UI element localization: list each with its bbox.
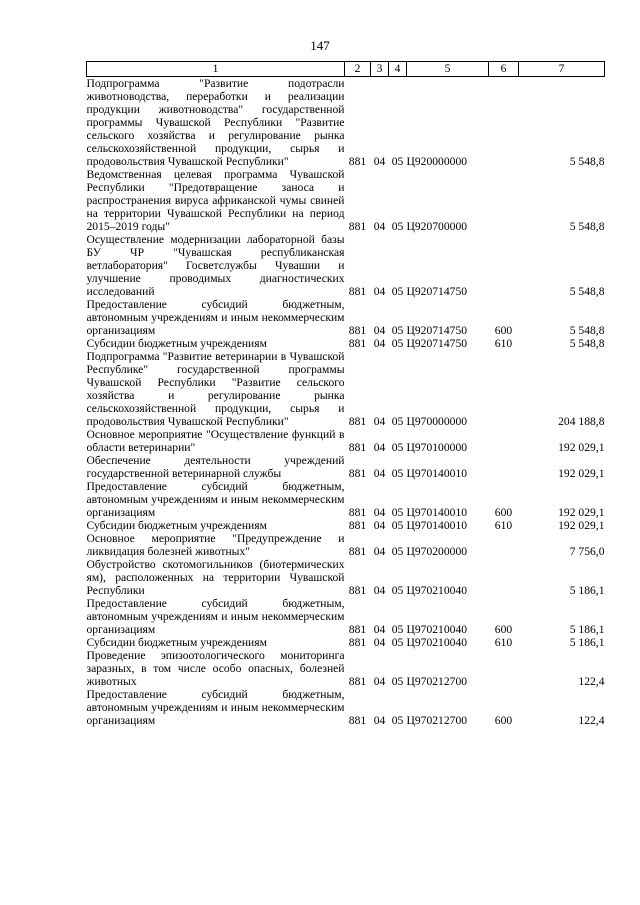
- table-row: [87, 454, 605, 480]
- subsection-code: 05: [391, 285, 404, 298]
- section-code: 04: [373, 623, 386, 636]
- amount: 192 029,1: [558, 506, 605, 519]
- target-article-code: Ц970140010: [406, 506, 468, 519]
- admin-code: 881: [348, 519, 367, 532]
- expense-type-code: [489, 428, 519, 454]
- row-title: Основное мероприятие "Осуществление функций в области ветеринарии": [86, 428, 345, 454]
- section-code: 04: [373, 519, 386, 532]
- admin-code: 881: [348, 584, 367, 597]
- table-row: [87, 233, 605, 298]
- expense-type-code: [489, 649, 519, 688]
- admin-code: 881: [348, 467, 367, 480]
- target-article-code: Ц920700000: [406, 220, 468, 233]
- amount: 5 186,1: [569, 623, 605, 636]
- row-title: Субсидии бюджетным учреждениям: [86, 519, 267, 532]
- expense-type-code: [489, 168, 519, 233]
- subsection-code: 05: [391, 324, 404, 337]
- section-code: 04: [373, 506, 386, 519]
- amount: 5 548,8: [569, 155, 605, 168]
- section-code: 04: [373, 337, 386, 350]
- expense-type-code: 600: [494, 506, 513, 519]
- amount: 5 548,8: [569, 285, 605, 298]
- section-code: 04: [373, 584, 386, 597]
- row-title: Субсидии бюджетным учреждениям: [86, 636, 267, 649]
- section-code: 04: [373, 285, 386, 298]
- column-header: 1: [87, 62, 345, 77]
- amount: 5 548,8: [569, 324, 605, 337]
- expense-type-code: 610: [494, 636, 513, 649]
- section-code: 04: [373, 415, 386, 428]
- subsection-code: 05: [391, 506, 404, 519]
- expense-type-code: [489, 77, 519, 169]
- section-code: 04: [373, 714, 386, 727]
- admin-code: 881: [348, 220, 367, 233]
- admin-code: 881: [348, 415, 367, 428]
- row-title: Основное мероприятие "Предупреждение и ликвидация болезней животных": [86, 532, 345, 558]
- expense-type-code: [489, 350, 519, 428]
- table-row: [87, 480, 605, 519]
- expense-type-code: [489, 454, 519, 480]
- row-title: Субсидии бюджетным учреждениям: [86, 337, 267, 350]
- table-row: [87, 688, 605, 727]
- subsection-code: 05: [391, 714, 404, 727]
- section-code: 04: [373, 155, 386, 168]
- subsection-code: 05: [391, 545, 404, 558]
- table-row: [87, 519, 605, 532]
- column-header: 6: [489, 62, 519, 77]
- column-header: 5: [407, 62, 489, 77]
- target-article-code: Ц970200000: [406, 545, 468, 558]
- amount: 5 548,8: [569, 220, 605, 233]
- admin-code: 881: [348, 155, 367, 168]
- admin-code: 881: [348, 636, 367, 649]
- admin-code: 881: [348, 675, 367, 688]
- section-code: 04: [373, 467, 386, 480]
- target-article-code: Ц970140010: [406, 519, 468, 532]
- column-header: 4: [389, 62, 407, 77]
- amount: 122,4: [578, 714, 605, 727]
- target-article-code: Ц920000000: [406, 155, 468, 168]
- expense-type-code: 600: [494, 324, 513, 337]
- row-title: Осуществление модернизации лабораторной базы БУ ЧР "Чувашская республиканская ветлаборатория" Госветслужбы Чувашии и улучшение проводимых диагностических исследований: [86, 233, 345, 298]
- row-title: Подпрограмма "Развитие ветеринарии в Чувашской Республике" государственной программы Чувашской Республики "Развитие сельского хозяйства и регулирование рынка сельскохозяйственной продукции, сырья и продовольствия Чувашской Республики": [86, 350, 345, 428]
- target-article-code: Ц970212700: [406, 714, 468, 727]
- table-row: [87, 428, 605, 454]
- admin-code: 881: [348, 545, 367, 558]
- subsection-code: 05: [391, 441, 404, 454]
- table-row: [87, 558, 605, 597]
- amount: 192 029,1: [558, 467, 605, 480]
- expense-type-code: [489, 233, 519, 298]
- table-row: [87, 636, 605, 649]
- target-article-code: Ц970100000: [406, 441, 468, 454]
- row-title: Обеспечение деятельности учреждений государственной ветеринарной службы: [86, 454, 345, 480]
- subsection-code: 05: [391, 623, 404, 636]
- target-article-code: Ц920714750: [406, 285, 468, 298]
- amount: 192 029,1: [558, 441, 605, 454]
- expense-type-code: 610: [494, 519, 513, 532]
- table-row: [87, 337, 605, 350]
- admin-code: 881: [348, 623, 367, 636]
- table-header-row: [87, 62, 605, 77]
- target-article-code: Ц970000000: [406, 415, 468, 428]
- subsection-code: 05: [391, 467, 404, 480]
- admin-code: 881: [348, 714, 367, 727]
- target-article-code: Ц920714750: [406, 337, 468, 350]
- target-article-code: Ц970140010: [406, 467, 468, 480]
- expense-type-code: [489, 558, 519, 597]
- table-row: [87, 298, 605, 337]
- row-title: Предоставление субсидий бюджетным, автономным учреждениям и иным некоммерческим организациям: [86, 480, 345, 519]
- target-article-code: Ц970210040: [406, 636, 468, 649]
- subsection-code: 05: [391, 220, 404, 233]
- subsection-code: 05: [391, 155, 404, 168]
- table-row: [87, 350, 605, 428]
- section-code: 04: [373, 441, 386, 454]
- expense-type-code: 600: [494, 623, 513, 636]
- row-title: Подпрограмма "Развитие подотрасли животноводства, переработки и реализации продукции животноводства" государственной программы Чувашской Республики "Развитие сельского хозяйства и регулирование рынка сельскохозяйственной продукции, сырья и продовольствия Чувашской Республики": [86, 77, 345, 168]
- subsection-code: 05: [391, 337, 404, 350]
- table-row: [87, 649, 605, 688]
- table-row: [87, 532, 605, 558]
- admin-code: 881: [348, 324, 367, 337]
- admin-code: 881: [348, 285, 367, 298]
- section-code: 04: [373, 324, 386, 337]
- budget-table: [86, 61, 605, 727]
- target-article-code: Ц920714750: [406, 324, 468, 337]
- amount: 192 029,1: [558, 519, 605, 532]
- amount: 122,4: [578, 675, 605, 688]
- column-header: 7: [519, 62, 605, 77]
- section-code: 04: [373, 636, 386, 649]
- admin-code: 881: [348, 441, 367, 454]
- amount: 7 756,0: [569, 545, 605, 558]
- section-code: 04: [373, 545, 386, 558]
- row-title: Предоставление субсидий бюджетным, автономным учреждениям и иным некоммерческим организациям: [86, 688, 345, 727]
- row-title: Ведомственная целевая программа Чувашской Республики "Предотвращение заноса и распространения вируса африканской чумы свиней на территории Чувашской Республики на период 2015–2019 годы": [86, 168, 345, 233]
- subsection-code: 05: [391, 415, 404, 428]
- amount: 204 188,8: [558, 415, 605, 428]
- expense-type-code: 600: [494, 714, 513, 727]
- admin-code: 881: [348, 337, 367, 350]
- row-title: Предоставление субсидий бюджетным, автономным учреждениям и иным некоммерческим организациям: [86, 597, 345, 636]
- table-row: [87, 168, 605, 233]
- target-article-code: Ц970210040: [406, 584, 468, 597]
- row-title: Проведение эпизоотологического мониторинга заразных, в том числе особо опасных, болезней животных: [86, 649, 345, 688]
- column-header: 3: [371, 62, 389, 77]
- amount: 5 548,8: [569, 337, 605, 350]
- expense-type-code: 610: [494, 337, 513, 350]
- subsection-code: 05: [391, 519, 404, 532]
- row-title: Обустройство скотомогильников (биотермических ям), расположенных на территории Чувашской Республики: [86, 558, 345, 597]
- subsection-code: 05: [391, 584, 404, 597]
- target-article-code: Ц970210040: [406, 623, 468, 636]
- table-row: [87, 77, 605, 169]
- page-number: 147: [310, 38, 330, 53]
- amount: 5 186,1: [569, 636, 605, 649]
- row-title: Предоставление субсидий бюджетным, автономным учреждениям и иным некоммерческим организациям: [86, 298, 345, 337]
- table-row: [87, 597, 605, 636]
- subsection-code: 05: [391, 675, 404, 688]
- section-code: 04: [373, 675, 386, 688]
- admin-code: 881: [348, 506, 367, 519]
- amount: 5 186,1: [569, 584, 605, 597]
- table-body: [87, 77, 605, 728]
- column-header: 2: [345, 62, 371, 77]
- target-article-code: Ц970212700: [406, 675, 468, 688]
- section-code: 04: [373, 220, 386, 233]
- expense-type-code: [489, 532, 519, 558]
- subsection-code: 05: [391, 636, 404, 649]
